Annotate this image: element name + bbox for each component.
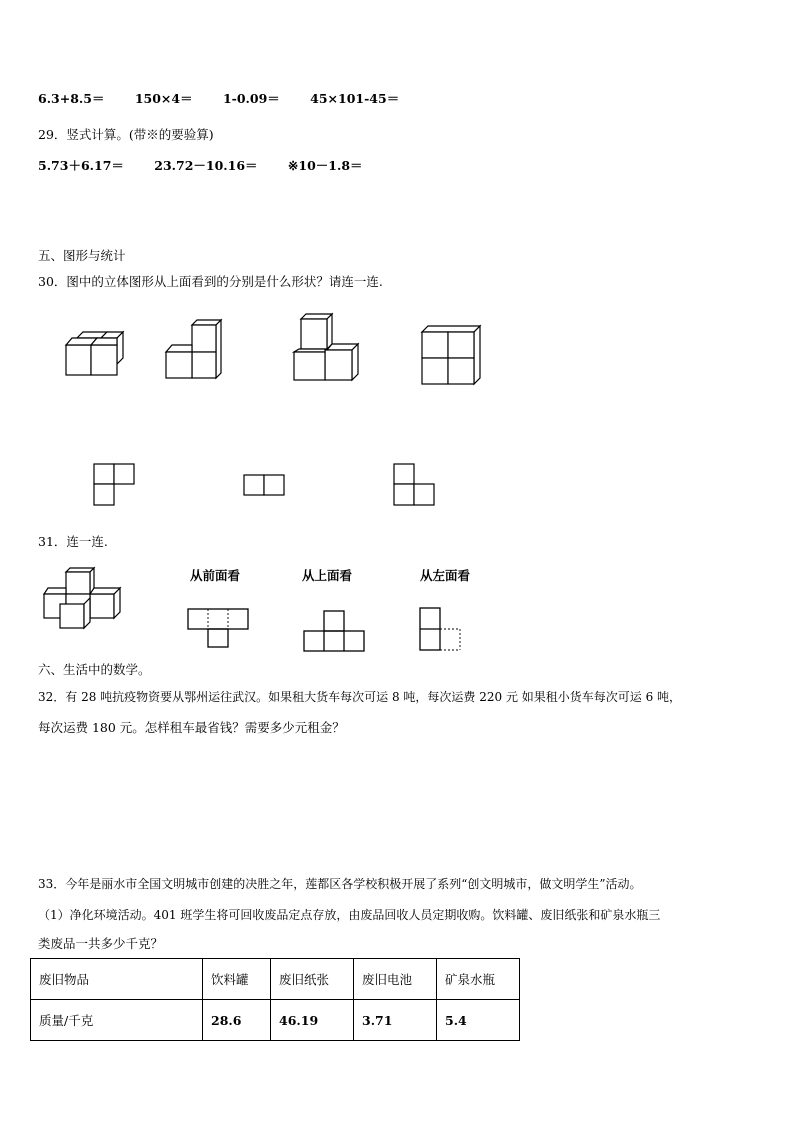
table-header-cell: 废旧纸张 — [271, 959, 354, 1000]
q29-item-3: ※10－1.8＝ — [287, 158, 363, 173]
q30-view-2 — [243, 474, 287, 498]
q30-solid-1 — [64, 330, 126, 378]
oral-calc-2: 150×4＝ — [134, 91, 193, 106]
table-header-cell: 矿泉水瓶 — [437, 959, 520, 1000]
table-row — [31, 1000, 520, 1041]
q30-title: 30．图中的立体图形从上面看到的分别是什么形状？请连一连. — [38, 274, 383, 289]
q32-line-1: 32．有 28 吨抗疫物资要从鄂州运往武汉。如果租大货车每次可运 8 吨，每次运费 220 元 如果租小货车每次可运 6 吨， — [38, 690, 682, 704]
q30-view-1 — [93, 463, 137, 507]
q31-label-top: 从上面看 — [302, 568, 353, 583]
q30-solid-3 — [292, 312, 362, 384]
table-cell: 5.4 — [437, 1000, 520, 1041]
table-cell: 46.19 — [271, 1000, 354, 1041]
q29-item-2: 23.72－10.16＝ — [154, 158, 258, 173]
oral-calc-4: 45×101-45＝ — [310, 91, 400, 106]
q29-item-1: 5.73＋6.17＝ — [38, 158, 124, 173]
q33-sub-1b: 类废品一共多少千克？ — [38, 936, 164, 951]
table-header-cell: 废旧物品 — [31, 959, 203, 1000]
oral-calc-1: 6.3+8.5＝ — [38, 91, 105, 106]
q31-view-top — [302, 605, 366, 653]
q31-view-left — [418, 606, 466, 652]
q32-line-2: 每次运费 180 元。怎样租车最省钱？需要多少元租金？ — [38, 720, 345, 735]
table-cell: 质量/千克 — [31, 1000, 203, 1041]
q31-view-front — [186, 603, 252, 649]
q29-title: 29．竖式计算。(带※的要验算) — [38, 127, 214, 142]
table-header-cell: 饮料罐 — [203, 959, 271, 1000]
q31-label-left: 从左面看 — [420, 568, 471, 583]
q31-solid — [42, 566, 126, 634]
q30-view-3 — [393, 463, 437, 507]
q31-title: 31．连一连. — [38, 534, 108, 549]
table-header-cell: 废旧电池 — [354, 959, 437, 1000]
q31-label-front: 从前面看 — [190, 568, 241, 583]
q29-items — [38, 156, 389, 174]
section-5-heading: 五、图形与统计 — [38, 248, 126, 263]
table-header-row — [31, 959, 520, 1000]
oral-calc-3: 1-0.09＝ — [222, 91, 280, 106]
q33-sub-1: （1）净化环境活动。401 班学生将可回收废品定点存放，由废品回收人员定期收购。饮料罐、废旧纸张和矿泉水瓶三 — [38, 908, 661, 922]
waste-table — [30, 958, 520, 1041]
table-cell: 3.71 — [354, 1000, 437, 1041]
q30-solid-2 — [164, 318, 226, 380]
q33-title: 33．今年是丽水市全国文明城市创建的决胜之年，莲都区各学校积极开展了系列“创文明城市，做文明学生”活动。 — [38, 877, 642, 891]
oral-calc-row — [38, 89, 425, 107]
table-cell: 28.6 — [203, 1000, 271, 1041]
q30-solid-4 — [420, 324, 484, 386]
section-6-heading: 六、生活中的数学。 — [38, 662, 151, 677]
